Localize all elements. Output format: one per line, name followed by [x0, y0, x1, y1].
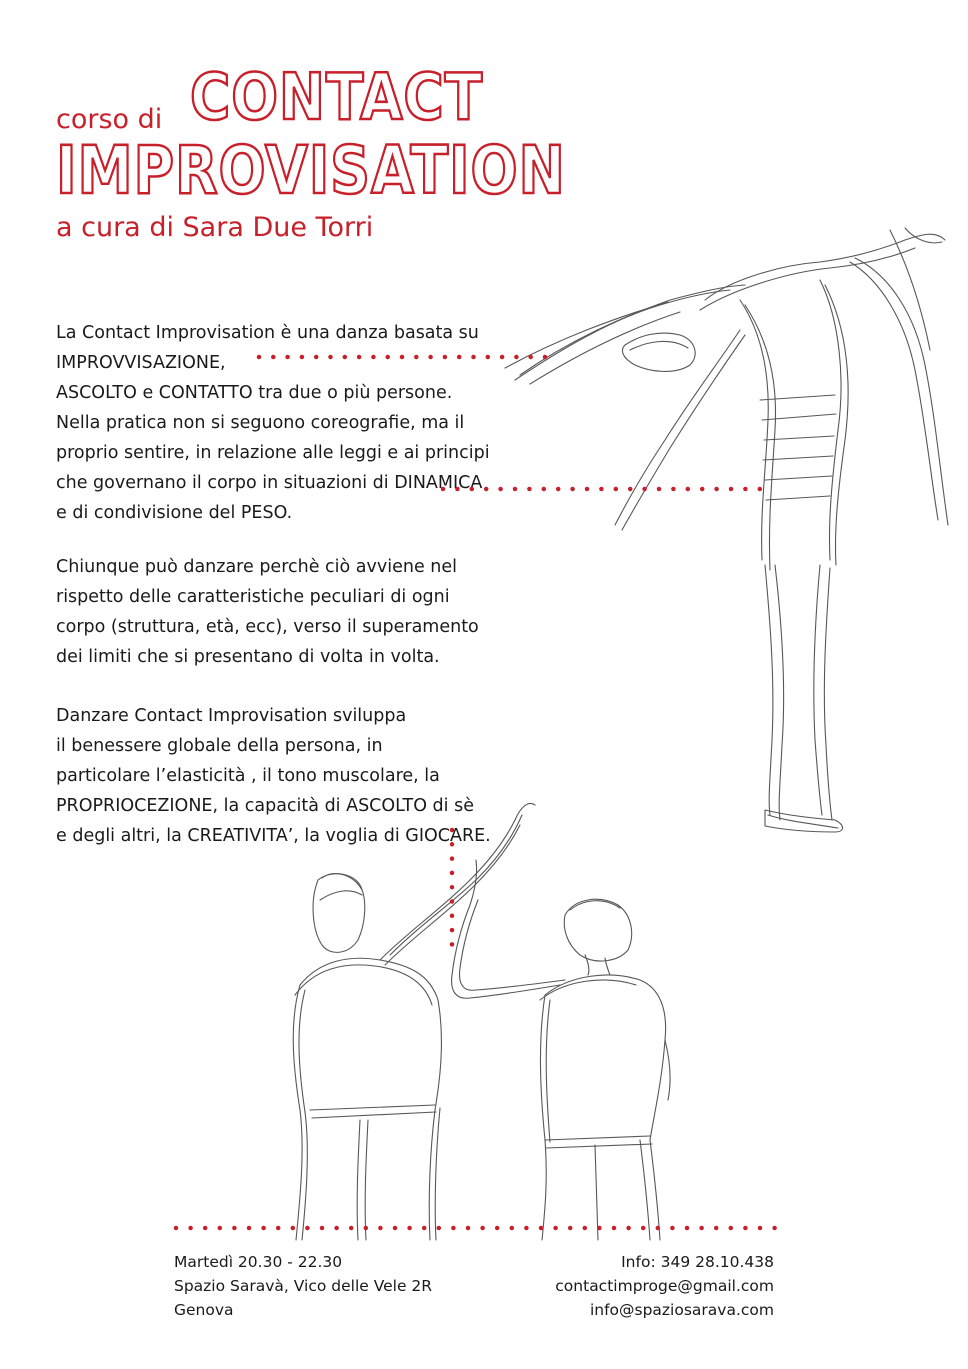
paragraph-line: Chiunque può danzare perchè ciò avviene nel	[56, 557, 458, 577]
paragraph-line: IMPROVVISAZIONE,	[56, 353, 226, 373]
paragraph-benefits	[56, 701, 491, 851]
email-contactimproge[interactable]: contactimproge@gmail.com	[555, 1277, 774, 1295]
paragraph-line: proprio sentire, in relazione alle leggi e ai principi	[56, 443, 490, 463]
email-spaziosarava[interactable]: info@spaziosarava.com	[589, 1301, 774, 1319]
city: Genova	[174, 1301, 234, 1319]
paragraph-line: che governano il corpo in situazioni di DINAMICA	[56, 473, 483, 493]
paragraph-line: e degli altri, la CREATIVITA’, la voglia di GIOCARE.	[56, 826, 491, 846]
venue-address: Spazio Saravà, Vico delle Vele 2R	[174, 1277, 433, 1295]
title-improvisation: IMPROVISATION	[56, 132, 566, 209]
phone-info: Info: 349 28.10.438	[621, 1253, 774, 1271]
paragraph-line: Nella pratica non si seguono coreografie, ma il	[56, 413, 465, 433]
dancer-sketch-right	[505, 228, 948, 832]
paragraph-line: il benessere globale della persona, in	[56, 736, 383, 756]
paragraph-intro	[56, 318, 490, 528]
paragraph-anyone	[56, 552, 479, 672]
paragraph-line: corpo (struttura, età, ecc), verso il superamento	[56, 617, 479, 637]
schedule: Martedì 20.30 - 22.30	[174, 1253, 343, 1271]
subtitle: a cura di Sara Due Torri	[56, 212, 374, 243]
paragraph-line: ASCOLTO e CONTATTO tra due o più persone.	[56, 383, 453, 403]
paragraph-line: PROPRIOCEZIONE, la capacità di ASCOLTO di sè	[56, 796, 474, 816]
course-prefix: corso di	[56, 104, 163, 135]
paragraph-line: Danzare Contact Improvisation sviluppa	[56, 706, 407, 726]
paragraph-line: e di condivisione del PESO.	[56, 503, 293, 523]
two-people-sketch	[293, 803, 670, 1240]
paragraph-line: particolare l’elasticità , il tono muscolare, la	[56, 766, 440, 786]
paragraph-line: dei limiti che si presentano di volta in volta.	[56, 647, 440, 667]
title-contact: CONTACT	[190, 61, 484, 135]
paragraph-line: La Contact Improvisation è una danza basata su	[56, 323, 479, 343]
paragraph-line: rispetto delle caratteristiche peculiari di ogni	[56, 587, 450, 607]
